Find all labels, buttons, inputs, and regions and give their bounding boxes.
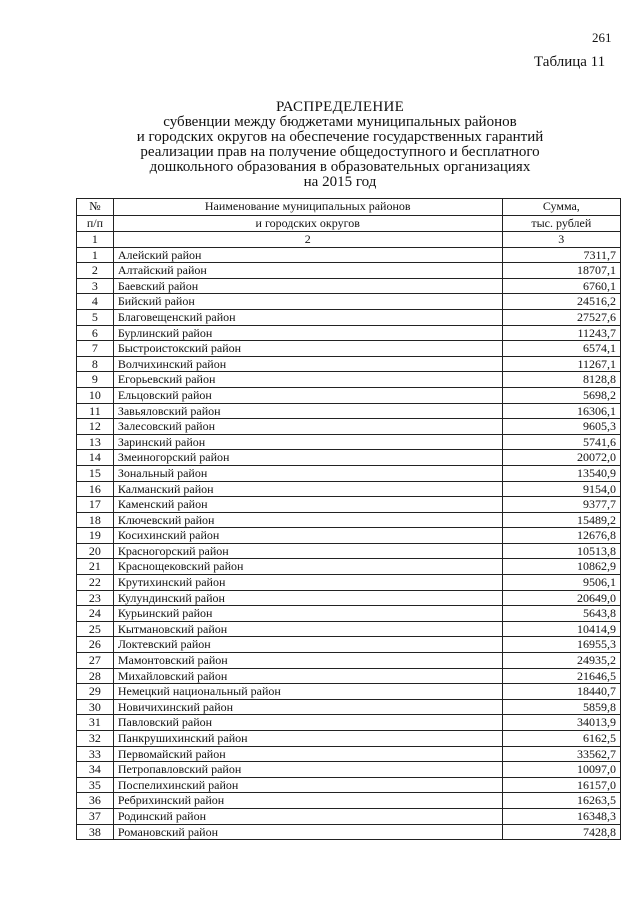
table-row bbox=[77, 356, 621, 372]
table-row bbox=[77, 699, 621, 715]
row-number: 34 bbox=[77, 762, 114, 778]
row-name: Крутихинский район bbox=[113, 575, 502, 591]
row-sum: 9605,3 bbox=[502, 419, 620, 435]
allocation-table bbox=[76, 198, 621, 840]
header-sum: Сумма, bbox=[502, 199, 620, 216]
row-name: Курьинский район bbox=[113, 606, 502, 622]
row-sum: 6760,1 bbox=[502, 278, 620, 294]
row-number: 12 bbox=[77, 419, 114, 435]
column-number: 1 bbox=[77, 232, 114, 248]
table-row bbox=[77, 653, 621, 669]
row-number: 30 bbox=[77, 699, 114, 715]
row-number: 36 bbox=[77, 793, 114, 809]
row-name: Мамонтовский район bbox=[113, 653, 502, 669]
row-name: Алейский район bbox=[113, 247, 502, 263]
table-row bbox=[77, 372, 621, 388]
table-row bbox=[77, 247, 621, 263]
table-row bbox=[77, 746, 621, 762]
row-number: 29 bbox=[77, 684, 114, 700]
row-number: 16 bbox=[77, 481, 114, 497]
row-name: Панкрушихинский район bbox=[113, 731, 502, 747]
header-sum-2: тыс. рублей bbox=[502, 216, 620, 232]
row-number: 15 bbox=[77, 465, 114, 481]
row-number: 4 bbox=[77, 294, 114, 310]
row-sum: 11267,1 bbox=[502, 356, 620, 372]
row-sum: 10414,9 bbox=[502, 621, 620, 637]
table-row bbox=[77, 684, 621, 700]
row-number: 20 bbox=[77, 543, 114, 559]
row-sum: 5643,8 bbox=[502, 606, 620, 622]
row-number: 14 bbox=[77, 450, 114, 466]
row-name: Кытмановский район bbox=[113, 621, 502, 637]
row-name: Каменский район bbox=[113, 497, 502, 513]
row-number: 9 bbox=[77, 372, 114, 388]
table-row bbox=[77, 762, 621, 778]
table-row bbox=[77, 528, 621, 544]
table-row bbox=[77, 263, 621, 279]
row-sum: 10862,9 bbox=[502, 559, 620, 575]
row-number: 10 bbox=[77, 387, 114, 403]
title-line: дошкольного образования в образовательных организациях bbox=[149, 159, 531, 175]
table-header-row bbox=[77, 199, 621, 216]
table-row bbox=[77, 668, 621, 684]
row-name: Быстроистокский район bbox=[113, 341, 502, 357]
table-row bbox=[77, 481, 621, 497]
row-sum: 7311,7 bbox=[502, 247, 620, 263]
row-number: 33 bbox=[77, 746, 114, 762]
row-name: Зональный район bbox=[113, 465, 502, 481]
row-name: Родинский район bbox=[113, 808, 502, 824]
row-number: 17 bbox=[77, 497, 114, 513]
title-line: на 2015 год bbox=[303, 174, 377, 190]
row-sum: 10097,0 bbox=[502, 762, 620, 778]
row-number: 3 bbox=[77, 278, 114, 294]
row-sum: 18440,7 bbox=[502, 684, 620, 700]
row-number: 26 bbox=[77, 637, 114, 653]
row-name: Ельцовский район bbox=[113, 387, 502, 403]
table-row bbox=[77, 450, 621, 466]
row-sum: 20649,0 bbox=[502, 590, 620, 606]
page-number: 261 bbox=[592, 30, 612, 45]
row-name: Волчихинский район bbox=[113, 356, 502, 372]
row-sum: 16157,0 bbox=[502, 777, 620, 793]
table-row bbox=[77, 543, 621, 559]
row-name: Петропавловский район bbox=[113, 762, 502, 778]
row-sum: 8128,8 bbox=[502, 372, 620, 388]
row-sum: 5859,8 bbox=[502, 699, 620, 715]
row-sum: 9506,1 bbox=[502, 575, 620, 591]
title-line: субвенции между бюджетами муниципальных районов bbox=[163, 114, 517, 130]
table-row bbox=[77, 606, 621, 622]
row-number: 23 bbox=[77, 590, 114, 606]
row-number: 2 bbox=[77, 263, 114, 279]
row-name: Завьяловский район bbox=[113, 403, 502, 419]
row-sum: 16955,3 bbox=[502, 637, 620, 653]
table-row bbox=[77, 824, 621, 840]
row-sum: 9377,7 bbox=[502, 497, 620, 513]
row-name: Краснощековский район bbox=[113, 559, 502, 575]
row-name: Первомайский район bbox=[113, 746, 502, 762]
table-header-row-2 bbox=[77, 216, 621, 232]
row-name: Михайловский район bbox=[113, 668, 502, 684]
row-name: Павловский район bbox=[113, 715, 502, 731]
row-number: 11 bbox=[77, 403, 114, 419]
row-sum: 24935,2 bbox=[502, 653, 620, 669]
row-name: Заринский район bbox=[113, 434, 502, 450]
table-row bbox=[77, 808, 621, 824]
row-sum: 15489,2 bbox=[502, 512, 620, 528]
row-sum: 21646,5 bbox=[502, 668, 620, 684]
row-sum: 20072,0 bbox=[502, 450, 620, 466]
title-line: и городских округов на обеспечение государственных гарантий bbox=[136, 129, 544, 145]
row-sum: 27527,6 bbox=[502, 309, 620, 325]
row-number: 18 bbox=[77, 512, 114, 528]
row-number: 27 bbox=[77, 653, 114, 669]
row-name: Красногорский район bbox=[113, 543, 502, 559]
table-label: Таблица 11 bbox=[534, 54, 606, 70]
row-sum: 16263,5 bbox=[502, 793, 620, 809]
row-name: Локтевский район bbox=[113, 637, 502, 653]
row-number: 1 bbox=[77, 247, 114, 263]
table-row bbox=[77, 793, 621, 809]
table-row bbox=[77, 621, 621, 637]
table-row bbox=[77, 559, 621, 575]
table-row bbox=[77, 512, 621, 528]
table-row bbox=[77, 419, 621, 435]
row-number: 5 bbox=[77, 309, 114, 325]
table-row bbox=[77, 294, 621, 310]
row-name: Змеиногорский район bbox=[113, 450, 502, 466]
table-row bbox=[77, 434, 621, 450]
row-name: Алтайский район bbox=[113, 263, 502, 279]
row-name: Романовский район bbox=[113, 824, 502, 840]
row-name: Косихинский район bbox=[113, 528, 502, 544]
row-name: Бурлинский район bbox=[113, 325, 502, 341]
row-sum: 33562,7 bbox=[502, 746, 620, 762]
row-sum: 6162,5 bbox=[502, 731, 620, 747]
row-name: Егорьевский район bbox=[113, 372, 502, 388]
row-sum: 34013,9 bbox=[502, 715, 620, 731]
row-sum: 11243,7 bbox=[502, 325, 620, 341]
table-row bbox=[77, 387, 621, 403]
row-name: Бийский район bbox=[113, 294, 502, 310]
column-number: 2 bbox=[113, 232, 502, 248]
table-row bbox=[77, 715, 621, 731]
header-num-2: п/п bbox=[77, 216, 114, 232]
row-name: Калманский район bbox=[113, 481, 502, 497]
row-number: 6 bbox=[77, 325, 114, 341]
row-number: 25 bbox=[77, 621, 114, 637]
column-number: 3 bbox=[502, 232, 620, 248]
table-row bbox=[77, 575, 621, 591]
row-sum: 7428,8 bbox=[502, 824, 620, 840]
row-number: 28 bbox=[77, 668, 114, 684]
table-row bbox=[77, 497, 621, 513]
row-number: 37 bbox=[77, 808, 114, 824]
header-name-2: и городских округов bbox=[113, 216, 502, 232]
row-number: 21 bbox=[77, 559, 114, 575]
table-row bbox=[77, 325, 621, 341]
row-sum: 9154,0 bbox=[502, 481, 620, 497]
table-row bbox=[77, 341, 621, 357]
row-name: Немецкий национальный район bbox=[113, 684, 502, 700]
title-main: РАСПРЕДЕЛЕНИЕ bbox=[275, 99, 405, 115]
row-sum: 16348,3 bbox=[502, 808, 620, 824]
row-name: Новичихинский район bbox=[113, 699, 502, 715]
row-sum: 13540,9 bbox=[502, 465, 620, 481]
column-number-row bbox=[77, 232, 621, 248]
table-row bbox=[77, 278, 621, 294]
table-row bbox=[77, 590, 621, 606]
row-sum: 5698,2 bbox=[502, 387, 620, 403]
header-name: Наименование муниципальных районов bbox=[113, 199, 502, 216]
table-row bbox=[77, 777, 621, 793]
row-number: 24 bbox=[77, 606, 114, 622]
row-sum: 24516,2 bbox=[502, 294, 620, 310]
row-sum: 5741,6 bbox=[502, 434, 620, 450]
row-sum: 10513,8 bbox=[502, 543, 620, 559]
row-number: 7 bbox=[77, 341, 114, 357]
table-body bbox=[77, 199, 621, 840]
table-row bbox=[77, 309, 621, 325]
row-number: 32 bbox=[77, 731, 114, 747]
header-num: № bbox=[77, 199, 114, 216]
row-number: 31 bbox=[77, 715, 114, 731]
row-name: Баевский район bbox=[113, 278, 502, 294]
row-name: Поспелихинский район bbox=[113, 777, 502, 793]
row-name: Кулундинский район bbox=[113, 590, 502, 606]
row-sum: 6574,1 bbox=[502, 341, 620, 357]
table-row bbox=[77, 465, 621, 481]
row-number: 38 bbox=[77, 824, 114, 840]
title-line: реализации прав на получение общедоступного и бесплатного bbox=[140, 144, 540, 160]
row-sum: 16306,1 bbox=[502, 403, 620, 419]
table-row bbox=[77, 731, 621, 747]
row-name: Ребрихинский район bbox=[113, 793, 502, 809]
table-row bbox=[77, 403, 621, 419]
row-number: 22 bbox=[77, 575, 114, 591]
row-sum: 18707,1 bbox=[502, 263, 620, 279]
row-number: 35 bbox=[77, 777, 114, 793]
table-row bbox=[77, 637, 621, 653]
row-number: 19 bbox=[77, 528, 114, 544]
row-name: Залесовский район bbox=[113, 419, 502, 435]
row-sum: 12676,8 bbox=[502, 528, 620, 544]
row-number: 13 bbox=[77, 434, 114, 450]
row-number: 8 bbox=[77, 356, 114, 372]
row-name: Благовещенский район bbox=[113, 309, 502, 325]
row-name: Ключевский район bbox=[113, 512, 502, 528]
document-title bbox=[120, 100, 560, 190]
